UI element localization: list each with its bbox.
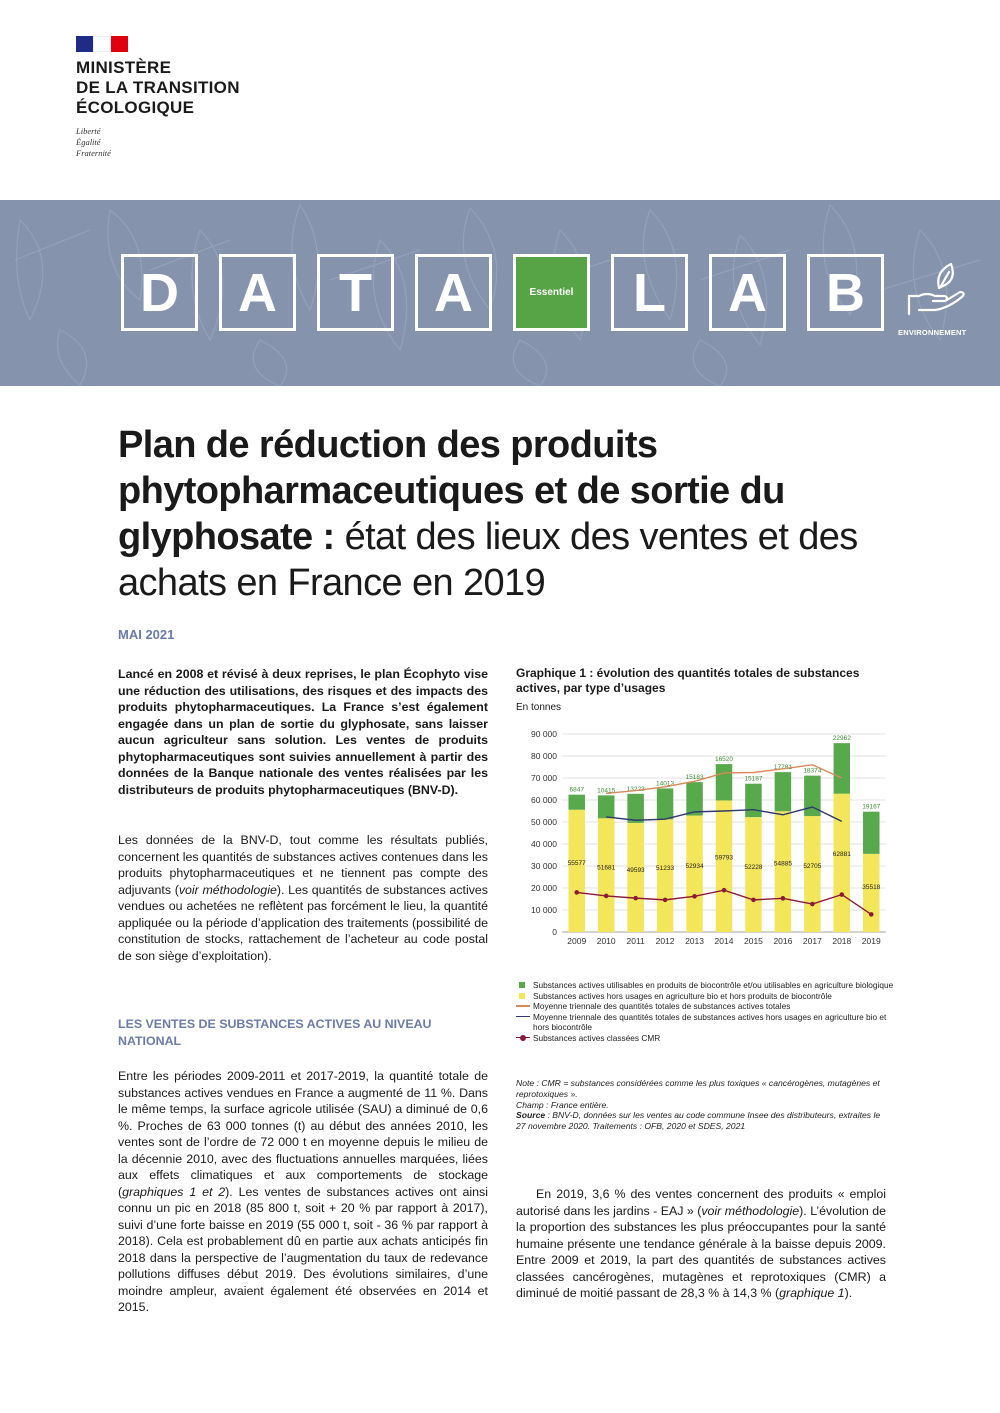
series-marker	[810, 902, 815, 907]
series-marker	[869, 912, 874, 917]
chart-title: Graphique 1 : évolution des quantités totales de substances actives, par type d’usages	[516, 666, 860, 695]
banner-letter-tile: A	[415, 254, 492, 331]
y-tick-label: 30 000	[531, 861, 557, 871]
legend-swatch-dot	[520, 1035, 526, 1041]
legend-swatch	[519, 982, 525, 988]
y-tick-label: 0	[552, 927, 557, 937]
ministry-line: DE LA TRANSITION	[76, 78, 240, 97]
series-marker	[751, 898, 756, 903]
data-label: 51233	[656, 865, 675, 873]
data-label: 17781	[773, 764, 792, 772]
note-text: : CMR = substances considérées comme les plus toxiques « cancérogènes, mutagènes et reprotoxiques ».	[516, 1078, 880, 1099]
series-marker	[633, 896, 638, 901]
data-label: 16520	[714, 756, 734, 764]
legend-label: Substances actives utilisables en produits de biocontrôle et/ou utilisables en agriculture biologique	[533, 980, 894, 990]
banner-letter-tile: B	[807, 254, 884, 331]
legend-label: Moyenne triennale des quantités totales de substances actives totales	[533, 1001, 791, 1011]
x-tick-label: 2014	[714, 936, 734, 946]
bar-segment	[775, 772, 791, 811]
data-label: 14013	[656, 780, 675, 788]
y-tick-label: 40 000	[531, 839, 557, 849]
data-label: 18374	[803, 767, 822, 775]
x-tick-label: 2009	[567, 936, 587, 946]
x-tick-label: 2016	[773, 936, 793, 946]
environment-label: ENVIRONNEMENT	[898, 328, 967, 337]
x-tick-label: 2015	[743, 936, 763, 946]
x-tick-label: 2019	[861, 936, 881, 946]
source-text: : BNV-D, données sur les ventes au code commune Insee des distributeurs, extraites le 27 novembre 2020. Traitements : OFB, 2020 et SDES, 2021	[516, 1110, 881, 1132]
chart-unit: En tonnes	[516, 702, 562, 713]
legend-label: Substances actives classées CMR	[533, 1032, 661, 1043]
motto-line: Égalité	[76, 137, 101, 147]
legend-swatch	[516, 1005, 530, 1007]
section-heading: LES VENTES DE SUBSTANCES ACTIVES AU NIVEAU NATIONAL	[118, 1017, 432, 1048]
source-line	[516, 1110, 886, 1132]
legend-item	[516, 1001, 896, 1012]
data-label: 19167	[862, 803, 881, 811]
ministry-line: ÉCOLOGIQUE	[76, 98, 195, 117]
bar-segment	[745, 817, 761, 932]
bar-segment	[568, 810, 584, 932]
banner-letter-tile: A	[709, 254, 786, 331]
bar-segment	[657, 788, 673, 819]
bar-segment	[716, 764, 732, 800]
text-run-italic: voir méthodologie	[178, 882, 277, 897]
data-label: 15187	[744, 775, 763, 783]
legend-label: Moyenne triennale des quantités totales de substances actives hors usages en agriculture bio et hors biocontrôle	[533, 1011, 887, 1032]
title-bold-part: Plan de réduction des produits phytopharmaceutiques et de sortie du glyphosate :	[118, 424, 785, 558]
french-flag-icon	[76, 36, 128, 52]
source-label: Source	[516, 1110, 546, 1121]
x-tick-label: 2017	[802, 936, 822, 946]
bar-segment	[598, 818, 614, 932]
y-tick-label: 10 000	[531, 905, 557, 915]
legend-swatch	[519, 993, 525, 999]
y-tick-label: 90 000	[531, 729, 557, 739]
y-tick-label: 80 000	[531, 751, 557, 761]
note-line	[516, 1078, 886, 1100]
legend-label: Substances actives hors usages en agriculture bio et hors produits de biocontrôle	[533, 990, 832, 1001]
x-tick-label: 2012	[655, 936, 675, 946]
data-label: 6847	[569, 786, 584, 794]
bar-segment	[863, 854, 879, 932]
data-label: 51681	[597, 864, 616, 872]
bar-segment	[863, 812, 879, 854]
chart-area	[512, 720, 892, 970]
ministry-logo	[76, 36, 240, 159]
legend-item	[516, 991, 896, 1002]
text-run: ).	[844, 1286, 853, 1300]
text-run: Entre les périodes 2009-2011 et 2017-2019, la quantité totale de substances actives vendues en France a augmenté de 11 %. Dans le même temps, la surface agricole utilisée (SAU) a diminué de 0,6 %. Proches de 63 000 tonnes (t) au début des années 2010, les ventes sont de l’ordre de 72 000 t en moyenne depuis le milieu de la décennie 2010, avec des fluctuations annuelles marquées, liées aux effets climatiques et aux comportements de stockage (	[118, 1069, 488, 1199]
y-tick-label: 60 000	[531, 795, 557, 805]
body-paragraph	[118, 1068, 488, 1316]
bar-segment	[716, 800, 732, 932]
banner-letter-tile: T	[317, 254, 394, 331]
chart-legend	[516, 980, 896, 1043]
text-run-italic: graphiques 1 et 2	[122, 1184, 226, 1199]
series-marker	[781, 896, 786, 901]
bar-segment	[686, 816, 702, 932]
text-run-italic: voir méthodologie	[701, 1203, 800, 1218]
x-tick-label: 2011	[626, 936, 645, 946]
series-marker	[692, 894, 697, 899]
bar-segment	[775, 811, 791, 932]
data-label: 59793	[714, 854, 734, 862]
bar-segment	[834, 794, 850, 932]
series-marker	[663, 898, 668, 903]
y-tick-label: 20 000	[531, 883, 557, 893]
x-tick-label: 2013	[685, 936, 705, 946]
bar-segment	[598, 795, 614, 818]
data-label: 13223	[626, 785, 645, 793]
banner-letter-tile: L	[611, 254, 688, 331]
y-tick-label: 70 000	[531, 773, 557, 783]
legend-item	[516, 980, 896, 991]
legend-item	[516, 1033, 896, 1044]
x-tick-label: 2018	[832, 936, 852, 946]
data-label: 10415	[597, 787, 616, 795]
banner-letter-tile: D	[121, 254, 198, 331]
data-label: 52934	[685, 862, 704, 870]
legend-item	[516, 1012, 896, 1033]
essentiel-tile: Essentiel	[513, 254, 590, 331]
bar-segment	[627, 794, 643, 823]
text-run-italic: graphique 1	[779, 1286, 845, 1300]
x-tick-label: 2010	[596, 936, 616, 946]
series-marker	[840, 892, 845, 897]
data-label: 55577	[567, 859, 586, 867]
body-paragraph	[516, 1186, 886, 1302]
series-marker	[604, 894, 609, 899]
legend-swatch	[516, 1016, 530, 1018]
data-label: 54885	[773, 860, 792, 868]
motto-line: Liberté	[76, 126, 101, 136]
title-regular-part: état des lieux des ventes et des achats en France en 2019	[118, 516, 858, 604]
data-label: 52705	[803, 863, 822, 871]
bar-segment	[657, 819, 673, 932]
data-label: 35518	[862, 884, 881, 892]
bar-segment	[804, 816, 820, 932]
bar-segment	[568, 795, 584, 810]
ministry-name	[76, 58, 240, 118]
document-title	[118, 422, 938, 606]
text-run: En 2019, 3,6 % des ventes concernent des produits « emploi autorisé dans les jardins - EAJ » (	[516, 1187, 886, 1218]
text-run: ). L’évolution de la proportion des substances les plus préoccupantes pour la santé humaine présente une tendance générale à la baisse depuis 2009. Entre 2009 et 2019, la part des quantités de substances actives classées cancérogènes, mutagènes et reprotoxiques (CMR) a diminué de moitié passant de 28,3 % à 14,3 % (	[516, 1203, 886, 1300]
bar-segment	[627, 823, 643, 932]
republic-motto	[76, 126, 240, 159]
text-run: ). Les ventes de substances actives ont ainsi connu un pic en 2018 (85 800 t, soit + 20 % par rapport à 2017), suivi d’une forte baisse en 2019 (55 000 t, soit - 36 % par rapport à 2018). Cela est probablement dû en partie aux achats anticipés fin 2018 dans la perspective de l’augmentation du taux de redevance pollutions diffuses début 2019. Des évolutions similaires, d’une moindre ampleur, avaient également été observées en 2014 et 2015.	[118, 1184, 488, 1314]
motto-line: Fraternité	[76, 148, 111, 158]
series-marker	[574, 890, 579, 895]
banner-letter-tile: A	[219, 254, 296, 331]
y-tick-label: 50 000	[531, 817, 557, 827]
lead-paragraph: Lancé en 2008 et révisé à deux reprises, le plan Écophyto vise une réduction des utilisations, des risques et des impacts des produits phytopharmaceutiques. La France s’est également engagée dans un plan de sortie du glyphosate, sans laisser aucun agriculteur sans solution. Les ventes de produits phytopharmaceutiques sont suivies annuellement à partir des données de la Banque nationale des ventes réalisées par les distributeurs de produits phytopharmaceutiques (BNV-D).	[118, 667, 488, 797]
bar-segment	[834, 743, 850, 794]
data-label: 52228	[744, 863, 763, 871]
hand-leaf-icon	[905, 258, 969, 318]
ministry-line: MINISTÈRE	[76, 58, 172, 77]
data-label: 49593	[626, 866, 645, 874]
bar-segment	[686, 782, 702, 815]
data-label: 62881	[832, 850, 851, 858]
data-label: 15183	[685, 774, 704, 782]
text-run: Les données de la BNV-D, tout comme les résultats publiés, concernent les quantités de substances actives contenues dans les produits phytopharmaceutiques et ne tiennent pas compte des adjuvants (	[118, 833, 488, 897]
series-marker	[722, 888, 727, 893]
bar-segment	[745, 784, 761, 817]
champ-line: Champ : France entière.	[516, 1099, 609, 1110]
text-run: ). Les quantités de substances actives vendues ou achetées ne reflètent pas forcément le lieu, la quantité appliquée ou la période d’application des traitements (possibilité de constitution de stocks, rattachement de l’acheteur au code postal de son siège d’exploitation).	[118, 882, 488, 963]
data-label: 22962	[832, 735, 851, 743]
body-paragraph	[118, 832, 488, 964]
note-label: Note	[516, 1078, 535, 1088]
chart-notes	[516, 1078, 886, 1132]
publication-date: MAI 2021	[118, 627, 175, 642]
